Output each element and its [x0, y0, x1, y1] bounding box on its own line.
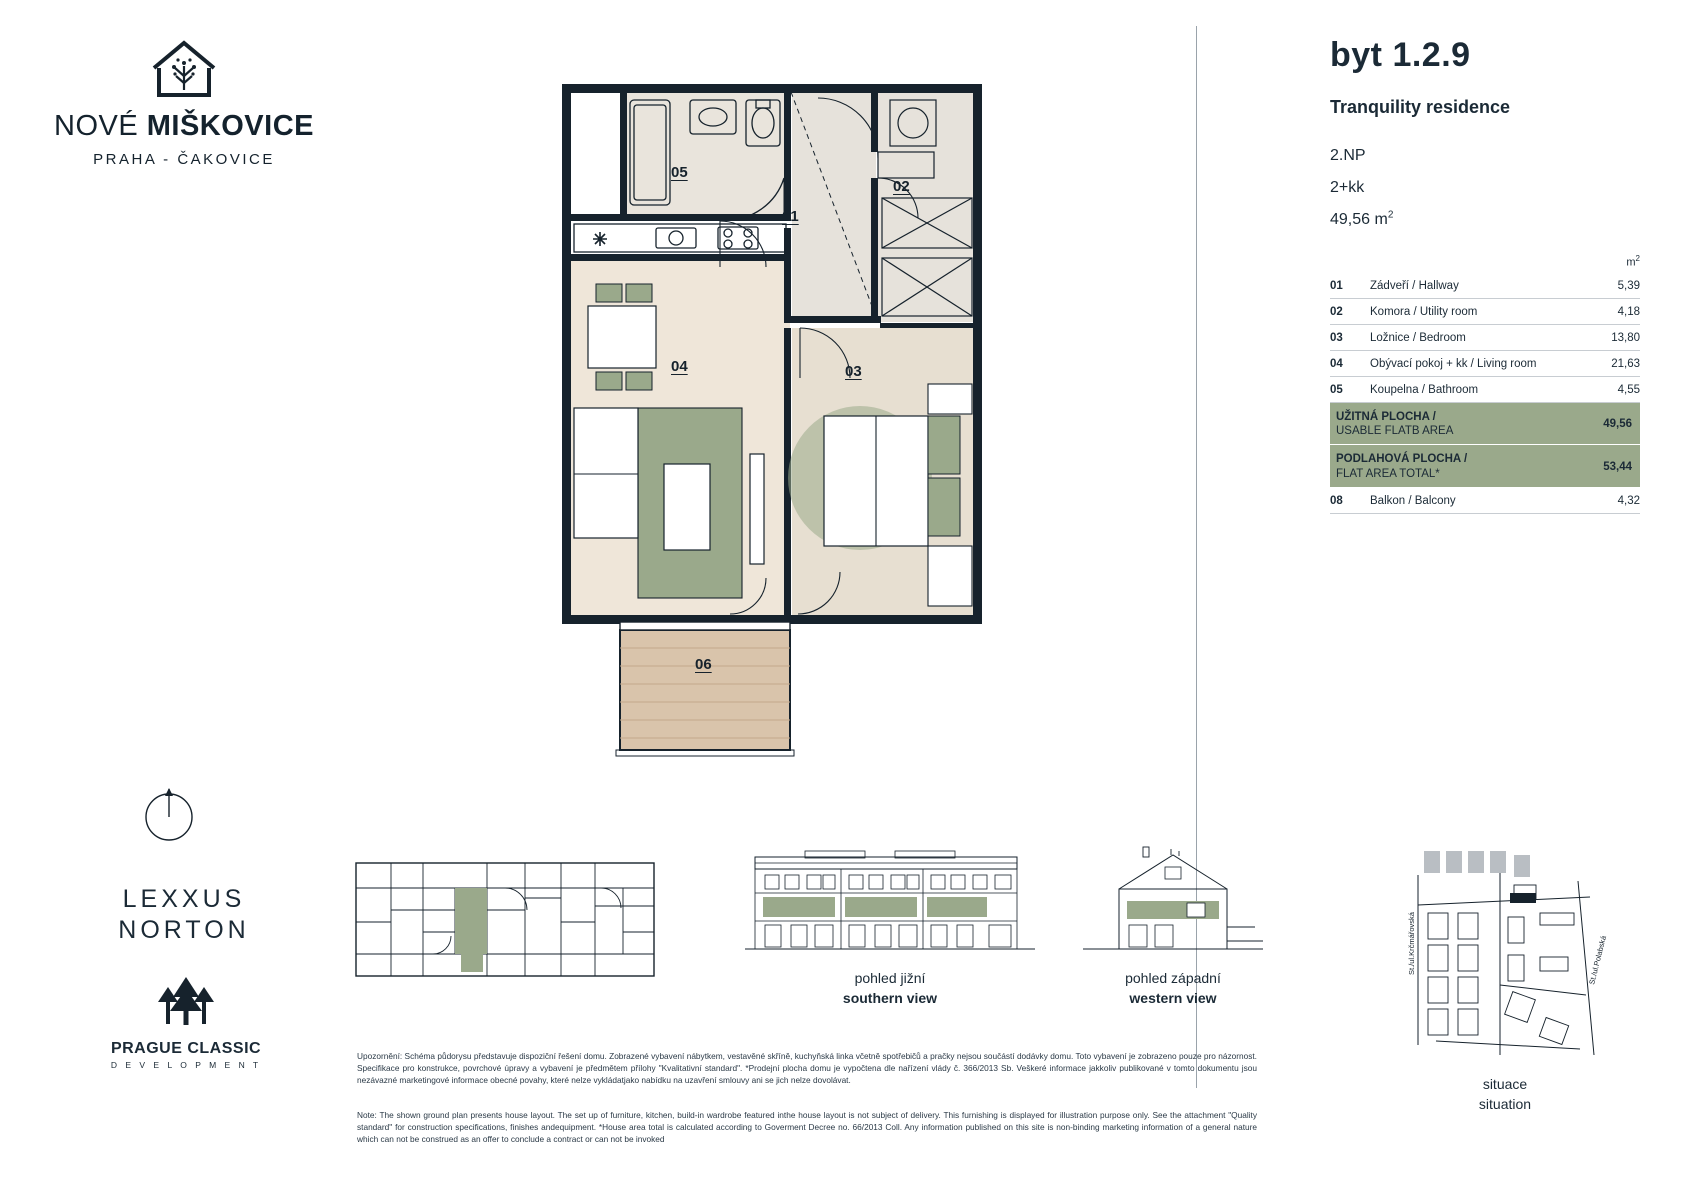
unit-meta [1330, 140, 1640, 236]
total-area-row [1330, 445, 1640, 488]
disclaimer-en: Note: The shown ground plan presents house layout. The set up of furniture, kitchen, build-in wardrobe featured inthe house layout is not subject of delivery. This furnishing is displayed for illustration purpose only. See the attachment "Quality standard" for construction specifications, finishes andequipment. *House area total is calculated according to Goverment Decree no. 66/2013 Coll. Any information published on this site is non-binding marketing information of a general nature which can not be construed as an offer to conclude a contract or can not be invoked [357, 1110, 1257, 1145]
brand-subtitle: PRAHA - ČAKOVICE [93, 151, 275, 168]
southern-view-block [745, 845, 1035, 1009]
usable-area-value: 49,56 [1586, 402, 1640, 445]
area-column-header [1330, 254, 1640, 269]
table-row [1330, 376, 1640, 402]
building-key-plan [355, 862, 655, 982]
room-label-06: 06 [695, 656, 712, 673]
row-value: 21,63 [1586, 350, 1640, 376]
unit-area-value: 49,56 m [1330, 211, 1388, 228]
unit-area-sup: 2 [1387, 209, 1394, 221]
brand-title-bold: MIŠKOVICE [146, 110, 314, 142]
floor-plan-drawing [560, 78, 1030, 738]
street-label-right: St./ul.Polabská [1587, 934, 1609, 986]
situation-caption [1380, 1074, 1630, 1115]
row-value: 4,18 [1586, 298, 1640, 324]
western-view-caption [1083, 968, 1263, 1009]
room-label-02: 02 [893, 178, 910, 195]
total-area-label-cz: PODLAHOVÁ PLOCHA / [1336, 453, 1468, 466]
row-name: Zádveří / Hallway [1364, 273, 1586, 299]
usable-area-row [1330, 402, 1640, 445]
row-name: Komora / Utility room [1364, 298, 1586, 324]
table-row [1330, 273, 1640, 299]
usable-area-label-cz: UŽITNÁ PLOCHA / [1336, 410, 1436, 423]
street-label-left: St./ul.Krčmářovská [1407, 912, 1416, 975]
area-schedule-table [1330, 273, 1640, 515]
usable-area-label [1330, 402, 1586, 445]
southern-view-cz: pohled jižní [854, 970, 926, 986]
balcony-value: 4,32 [1586, 488, 1640, 514]
balcony-name: Balkon / Balcony [1364, 488, 1586, 514]
highlighted-building [1510, 893, 1536, 903]
brand-block [54, 38, 314, 168]
residence-name: Tranquility residence [1330, 97, 1511, 117]
situation-map [1380, 845, 1630, 1115]
row-name: Ložnice / Bedroom [1364, 324, 1586, 350]
m2-sup: 2 [1635, 254, 1640, 263]
brand-title-light: NOVÉ [54, 110, 139, 142]
room-label-03: 03 [845, 363, 862, 380]
page-title: byt 1.2.9 [1330, 36, 1471, 74]
total-area-label [1330, 445, 1586, 488]
lexxus-norton-logo [84, 884, 284, 947]
unit-info-panel [1330, 36, 1640, 514]
table-row [1330, 324, 1640, 350]
prague-classic-logo [96, 975, 276, 1070]
elevation-views [745, 845, 1263, 1009]
unit-floor: 2.NP [1330, 147, 1366, 164]
row-value: 5,39 [1586, 273, 1640, 299]
southern-view-caption [745, 968, 1035, 1009]
lexxus-line-2: NORTON [118, 916, 250, 945]
row-number: 05 [1330, 376, 1364, 402]
row-name: Obývací pokoj + kk / Living room [1364, 350, 1586, 376]
north-arrow-compass-icon [140, 785, 198, 848]
total-area-value: 53,44 [1586, 445, 1640, 488]
western-view-block [1083, 845, 1263, 1009]
room-label-01: 01 [782, 208, 799, 225]
western-view-cz: pohled západní [1125, 970, 1221, 986]
total-area-label-en: FLAT AREA TOTAL* [1336, 467, 1440, 480]
balcony-number: 08 [1330, 488, 1364, 514]
row-number: 01 [1330, 273, 1364, 299]
balcony-row [1330, 488, 1640, 514]
row-name: Koupelna / Bathroom [1364, 376, 1586, 402]
room-label-05: 05 [671, 164, 688, 181]
row-number: 02 [1330, 298, 1364, 324]
unit-area [1330, 204, 1640, 236]
brand-title [54, 110, 314, 143]
prague-classic-name: PRAGUE CLASSIC [110, 1040, 262, 1057]
row-value: 4,55 [1586, 376, 1640, 402]
western-view-en: western view [1129, 990, 1217, 1007]
southern-view-en: southern view [842, 990, 938, 1007]
table-row [1330, 298, 1640, 324]
situation-cz: situace [1482, 1076, 1528, 1092]
house-with-tree-icon [54, 38, 314, 100]
disclaimer-cz: Upozornění: Schéma půdorysu představuje dispoziční řešení domu. Zobrazené vybavení nábytkem, vestavěné skříně, kuchyňská linka včetně spotřebičů a pračky nejsou součástí dodávky domu. Toto vybavení je zobrazeno pouze pro názornost. Specifikace pro konstrukce, povrchové úpravy a vybavení je předmětem přílohy "Kvalitativní standard". *Prodejní plocha domu je vypočtena dle nařízení vlády č. 366/2013 Sb. Veškeré informace jakkoliv publikované v tomto dokumentu jsou nezávazné marketingové informace obecné povahy, které nelze vykládatjako nabídku na uzavření smlouvy ani se jich nelze dovolávat. [357, 1051, 1257, 1086]
situation-en: situation [1478, 1096, 1532, 1113]
unit-layout: 2+kk [1330, 179, 1365, 196]
row-number: 04 [1330, 350, 1364, 376]
pine-trees-icon [96, 975, 276, 1036]
m2-label: m [1626, 256, 1636, 269]
table-row [1330, 350, 1640, 376]
prague-classic-sub: D E V E L O P M E N T [110, 1060, 262, 1070]
lexxus-line-1: LEXXUS [122, 885, 246, 913]
row-value: 13,80 [1586, 324, 1640, 350]
room-label-04: 04 [671, 358, 688, 375]
row-number: 03 [1330, 324, 1364, 350]
usable-area-label-en: USABLE FLATB AREA [1336, 425, 1454, 438]
